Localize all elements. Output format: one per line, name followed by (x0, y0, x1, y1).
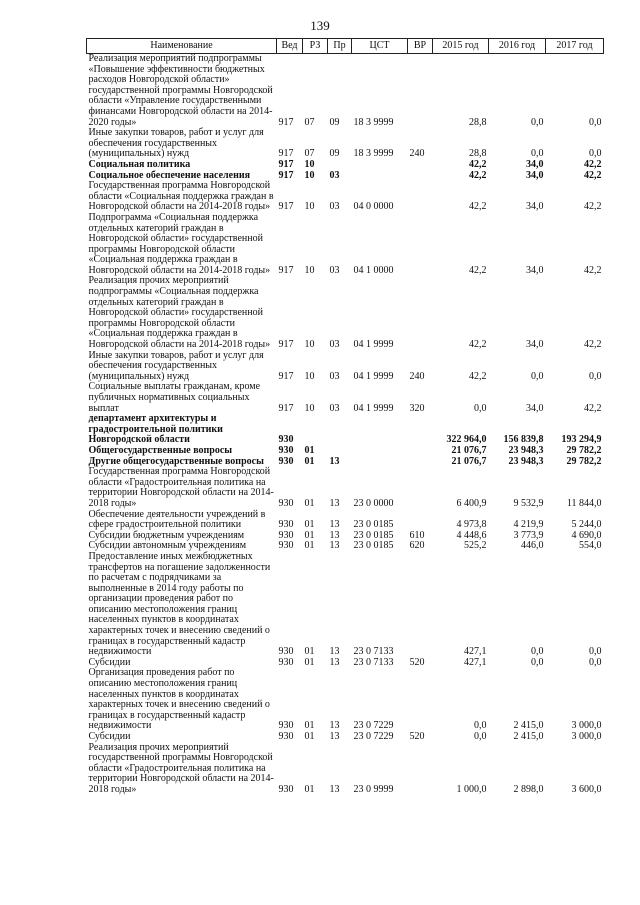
row-name: Социальные выплаты гражданам, кроме публичных нормативных социальных выплат (88, 381, 261, 414)
row-name: Другие общегосударственные вопросы (88, 455, 264, 467)
cell-2015: 4 973,8 (456, 519, 487, 531)
cell-ved: 917 (278, 264, 294, 276)
row-name: Государственная программа Новгородской области «Градостроительная политика на территории Новгородской области на 2014-2018 годы» (88, 466, 274, 509)
row-name: Государственная программа Новгородской области «Социальная поддержка граждан в Новгородской области на 2014-2018 годы» (88, 180, 274, 213)
cell-ved: 930 (278, 455, 294, 467)
cell-cst: 04 0 0000 (353, 201, 394, 213)
row-name: Субсидии автономным учреждениям (88, 540, 247, 552)
cell-cst: 23 0 0185 (353, 540, 394, 552)
cell-2015: 21 076,7 (451, 455, 487, 467)
cell-2015: 0,0 (474, 720, 487, 732)
cell-2016: 2 415,0 (513, 731, 544, 742)
cell-2016: 0,0 (531, 646, 544, 658)
cell-rz: 10 (304, 339, 315, 351)
cell-rz: 01 (304, 540, 315, 552)
cell-pr: 13 (329, 540, 340, 552)
cell-rz: 07 (304, 148, 315, 160)
cell-2017: 0,0 (589, 116, 602, 128)
table-row (87, 54, 604, 129)
row-name: Субсидии бюджетным учреждениям (88, 529, 245, 541)
cell-2015: 28,8 (469, 148, 487, 160)
cell-rz: 01 (304, 783, 315, 795)
cell-pr: 13 (329, 529, 340, 541)
cell-2016: 0,0 (531, 370, 544, 382)
cell-vr (408, 160, 433, 171)
cell-ved: 917 (278, 370, 294, 382)
cell-2015: 4 448,6 (456, 529, 487, 541)
header-pr: Пр (328, 39, 352, 54)
cell-2016: 23 948,3 (508, 444, 544, 456)
cell-rz: 01 (304, 529, 315, 541)
cell-2016: 34,0 (526, 201, 544, 213)
cell-pr (328, 446, 352, 457)
cell-2016: 3 773,9 (513, 529, 544, 541)
cell-cst: 18 3 9999 (353, 116, 394, 128)
cell-ved: 917 (278, 148, 294, 160)
cell-vr: 240 (409, 370, 425, 382)
cell-2017: 5 244,0 (571, 519, 602, 531)
cell-vr (408, 446, 433, 457)
cell-pr (328, 160, 352, 171)
cell-2015: 0,0 (474, 402, 487, 414)
cell-vr: 520 (409, 656, 425, 668)
cell-2016: 34,0 (526, 402, 544, 414)
cell-cst (352, 414, 408, 446)
cell-2017: 193 294,9 (561, 434, 602, 446)
cell-2016: 34,0 (526, 169, 544, 181)
cell-rz: 01 (304, 444, 315, 456)
cell-2016: 2 415,0 (513, 720, 544, 732)
cell-vr (408, 467, 433, 509)
cell-2016: 0,0 (531, 656, 544, 668)
cell-pr (328, 414, 352, 446)
header-vr: ВР (408, 39, 433, 54)
header-2016: 2016 год (489, 39, 546, 54)
table-row (87, 351, 604, 383)
cell-2016: 0,0 (531, 116, 544, 128)
cell-2016: 34,0 (526, 264, 544, 276)
cell-2015: 427,1 (464, 656, 487, 668)
cell-rz: 01 (304, 497, 315, 509)
cell-rz (303, 414, 328, 446)
table-row (87, 128, 604, 160)
cell-vr (408, 171, 433, 182)
cell-vr: 620 (409, 540, 425, 552)
cell-ved: 930 (278, 783, 294, 795)
cell-vr (408, 457, 433, 468)
cell-2015: 42,2 (469, 169, 487, 181)
table-row (87, 414, 604, 446)
cell-2015: 427,1 (464, 646, 487, 658)
cell-2015: 322 964,0 (446, 434, 487, 446)
cell-2017: 0,0 (589, 646, 602, 658)
cell-2017: 0,0 (589, 148, 602, 160)
table-row (87, 276, 604, 350)
cell-ved: 930 (278, 497, 294, 509)
cell-vr (408, 668, 433, 732)
cell-ved: 930 (278, 529, 294, 541)
row-name: Субсидии (88, 731, 131, 742)
cell-rz: 01 (304, 455, 315, 467)
cell-vr (408, 743, 433, 796)
cell-cst: 23 0 0000 (353, 497, 394, 509)
cell-2017: 42,2 (584, 339, 602, 351)
cell-rz: 10 (304, 370, 315, 382)
table-row (87, 213, 604, 277)
cell-2017: 11 844,0 (566, 497, 602, 509)
cell-vr (408, 510, 433, 531)
cell-ved: 930 (278, 444, 294, 456)
cell-cst (352, 446, 408, 457)
cell-2016: 23 948,3 (508, 455, 544, 467)
header-ved: Вед (277, 39, 303, 54)
cell-pr: 03 (329, 370, 340, 382)
cell-2015: 6 400,9 (456, 497, 487, 509)
cell-vr: 610 (409, 529, 425, 541)
cell-cst: 23 0 7229 (353, 731, 394, 742)
cell-vr (408, 54, 433, 129)
cell-ved: 917 (278, 169, 294, 181)
row-name: Реализация мероприятий подпрограммы «Повышение эффективности бюджетных расходов Новгородской области» государственной программы Новгородской области «Управление государственными финансами Новгородской области на 2014-2020 годы» (88, 53, 273, 128)
cell-2016: 34,0 (526, 158, 544, 170)
cell-cst (352, 171, 408, 182)
cell-2017: 42,2 (584, 201, 602, 213)
cell-2015: 42,2 (469, 158, 487, 170)
cell-cst: 04 1 9999 (353, 402, 394, 414)
cell-ved: 930 (278, 656, 294, 668)
cell-ved: 930 (278, 434, 294, 446)
cell-cst: 23 0 0185 (353, 519, 394, 531)
cell-cst: 18 3 9999 (353, 148, 394, 160)
cell-2017: 42,2 (584, 402, 602, 414)
cell-pr: 13 (329, 646, 340, 658)
table-row (87, 552, 604, 658)
cell-2016: 4 219,9 (513, 519, 544, 531)
cell-2016: 2 898,0 (513, 783, 544, 795)
cell-2017: 42,2 (584, 158, 602, 170)
row-name: Социальное обеспечение населения (88, 169, 251, 181)
cell-2015: 21 076,7 (451, 444, 487, 456)
header-2017: 2017 год (546, 39, 604, 54)
cell-cst (352, 160, 408, 171)
cell-cst: 23 0 0185 (353, 529, 394, 541)
cell-rz: 10 (304, 158, 315, 170)
cell-rz: 10 (304, 169, 315, 181)
cell-2015: 0,0 (474, 731, 487, 742)
cell-2017: 3 600,0 (571, 783, 602, 795)
table-row (87, 181, 604, 213)
cell-2015: 42,2 (469, 370, 487, 382)
budget-table (86, 38, 604, 796)
header-rz: РЗ (303, 39, 328, 54)
row-name: Организация проведения работ по описанию местоположения границ населенных пунктов в координатах характерных точек и внесению сведений о границах в государственный кадастр недвижимости (88, 667, 270, 732)
cell-ved: 930 (278, 646, 294, 658)
cell-pr: 09 (329, 148, 340, 160)
cell-2016: 34,0 (526, 339, 544, 351)
cell-vr: 320 (409, 402, 425, 414)
cell-ved: 930 (278, 731, 294, 742)
cell-rz: 10 (304, 402, 315, 414)
cell-rz: 01 (304, 646, 315, 658)
cell-2016: 0,0 (531, 148, 544, 160)
cell-pr: 13 (329, 455, 340, 467)
header-name: Наименование (87, 39, 277, 54)
cell-cst: 23 0 7133 (353, 646, 394, 658)
cell-2017: 29 782,2 (566, 444, 602, 456)
cell-vr (408, 213, 433, 277)
cell-2015: 42,2 (469, 201, 487, 213)
row-name: Реализация прочих мероприятий подпрограммы «Социальная поддержка отдельных категорий граждан в Новгородской области» государственной программы Новгородской области «Социальная поддержка граждан в Новгородской области на 2014-2018 годы» (88, 275, 271, 351)
cell-rz: 07 (304, 116, 315, 128)
row-name: Предоставление иных межбюджетных трансфертов на погашение задолженности по расчетам с подрядчиками за выполненные в 2014 году работы по организации проведения работ по описанию местоположения границ населенных пунктов в координатах характерных точек и внесению сведений о границах в государственный кадастр недвижимости (88, 550, 271, 658)
cell-ved: 917 (278, 339, 294, 351)
cell-pr: 03 (329, 169, 340, 181)
cell-2016: 446,0 (521, 540, 544, 552)
row-name: Подпрограмма «Социальная поддержка отдельных категорий граждан в Новгородской области» государственной программы Новгородской области «Социальная поддержка граждан в Новгородской области на 2014-2018 годы» (88, 211, 271, 276)
cell-pr: 03 (329, 339, 340, 351)
cell-2017: 3 000,0 (571, 720, 602, 732)
cell-2015: 42,2 (469, 264, 487, 276)
cell-cst: 04 1 9999 (353, 339, 394, 351)
cell-cst: 04 1 9999 (353, 370, 394, 382)
row-name: Социальная политика (88, 158, 191, 170)
cell-pr: 03 (329, 402, 340, 414)
cell-vr (408, 181, 433, 213)
table-row (87, 467, 604, 509)
cell-ved: 930 (278, 720, 294, 732)
cell-cst: 04 1 0000 (353, 264, 394, 276)
cell-rz: 10 (304, 264, 315, 276)
table-row (87, 732, 604, 743)
cell-rz: 01 (304, 519, 315, 531)
cell-2017: 4 690,0 (571, 529, 602, 541)
cell-cst: 23 0 7229 (353, 720, 394, 732)
cell-2017: 42,2 (584, 264, 602, 276)
cell-rz: 01 (304, 656, 315, 668)
cell-2016: 156 839,8 (503, 434, 544, 446)
row-name: Иные закупки товаров, работ и услуг для обеспечения государственных (муниципальных) нужд (88, 349, 264, 382)
cell-2016: 9 532,9 (513, 497, 544, 509)
cell-pr: 13 (329, 656, 340, 668)
cell-ved: 930 (278, 519, 294, 531)
table-row (87, 160, 604, 171)
cell-rz: 01 (304, 731, 315, 742)
header-2015: 2015 год (433, 39, 489, 54)
cell-pr: 13 (329, 731, 340, 742)
cell-cst (352, 457, 408, 468)
cell-pr: 13 (329, 519, 340, 531)
cell-ved: 917 (278, 116, 294, 128)
cell-vr: 520 (409, 731, 425, 742)
cell-pr: 09 (329, 116, 340, 128)
cell-pr: 03 (329, 264, 340, 276)
table-row (87, 668, 604, 732)
cell-cst: 23 0 7133 (353, 656, 394, 668)
cell-pr: 13 (329, 497, 340, 509)
table-row (87, 382, 604, 414)
table-body (87, 54, 604, 796)
row-name: департамент архитектуры и градостроительной политики Новгородской области (88, 413, 223, 446)
row-name: Иные закупки товаров, работ и услуг для обеспечения государственных (муниципальных) нужд (88, 127, 264, 160)
cell-2015: 525,2 (464, 540, 487, 552)
cell-2017: 3 000,0 (571, 731, 602, 742)
header-cst: ЦСТ (352, 39, 408, 54)
cell-2015: 1 000,0 (456, 783, 487, 795)
row-name: Общегосударственные вопросы (88, 444, 233, 456)
cell-pr: 13 (329, 720, 340, 732)
cell-rz: 10 (304, 201, 315, 213)
cell-2017: 42,2 (584, 169, 602, 181)
table-header-row (87, 39, 604, 54)
cell-pr: 03 (329, 201, 340, 213)
cell-ved: 917 (278, 201, 294, 213)
cell-2017: 29 782,2 (566, 455, 602, 467)
cell-rz: 01 (304, 720, 315, 732)
cell-vr (408, 552, 433, 658)
cell-ved: 930 (278, 540, 294, 552)
cell-vr: 240 (409, 148, 425, 160)
cell-vr (408, 276, 433, 350)
cell-cst: 23 0 9999 (353, 783, 394, 795)
row-name: Обеспечение деятельности учреждений в сфере градостроительной политики (88, 508, 266, 531)
cell-vr (408, 414, 433, 446)
cell-2017: 0,0 (589, 370, 602, 382)
table-row (87, 446, 604, 457)
cell-ved: 917 (278, 158, 294, 170)
cell-2015: 42,2 (469, 339, 487, 351)
row-name: Субсидии (88, 656, 131, 668)
table-row (87, 510, 604, 531)
cell-2017: 554,0 (579, 540, 602, 552)
cell-2015: 28,8 (469, 116, 487, 128)
page-number: 139 (310, 18, 330, 33)
row-name: Реализация прочих мероприятий государственной программы Новгородской области «Градостроительная политика на территории Новгородской области на 2014-2018 годы» (88, 741, 274, 795)
cell-pr: 13 (329, 783, 340, 795)
cell-ved: 917 (278, 402, 294, 414)
cell-2017: 0,0 (589, 656, 602, 668)
table-row (87, 743, 604, 796)
